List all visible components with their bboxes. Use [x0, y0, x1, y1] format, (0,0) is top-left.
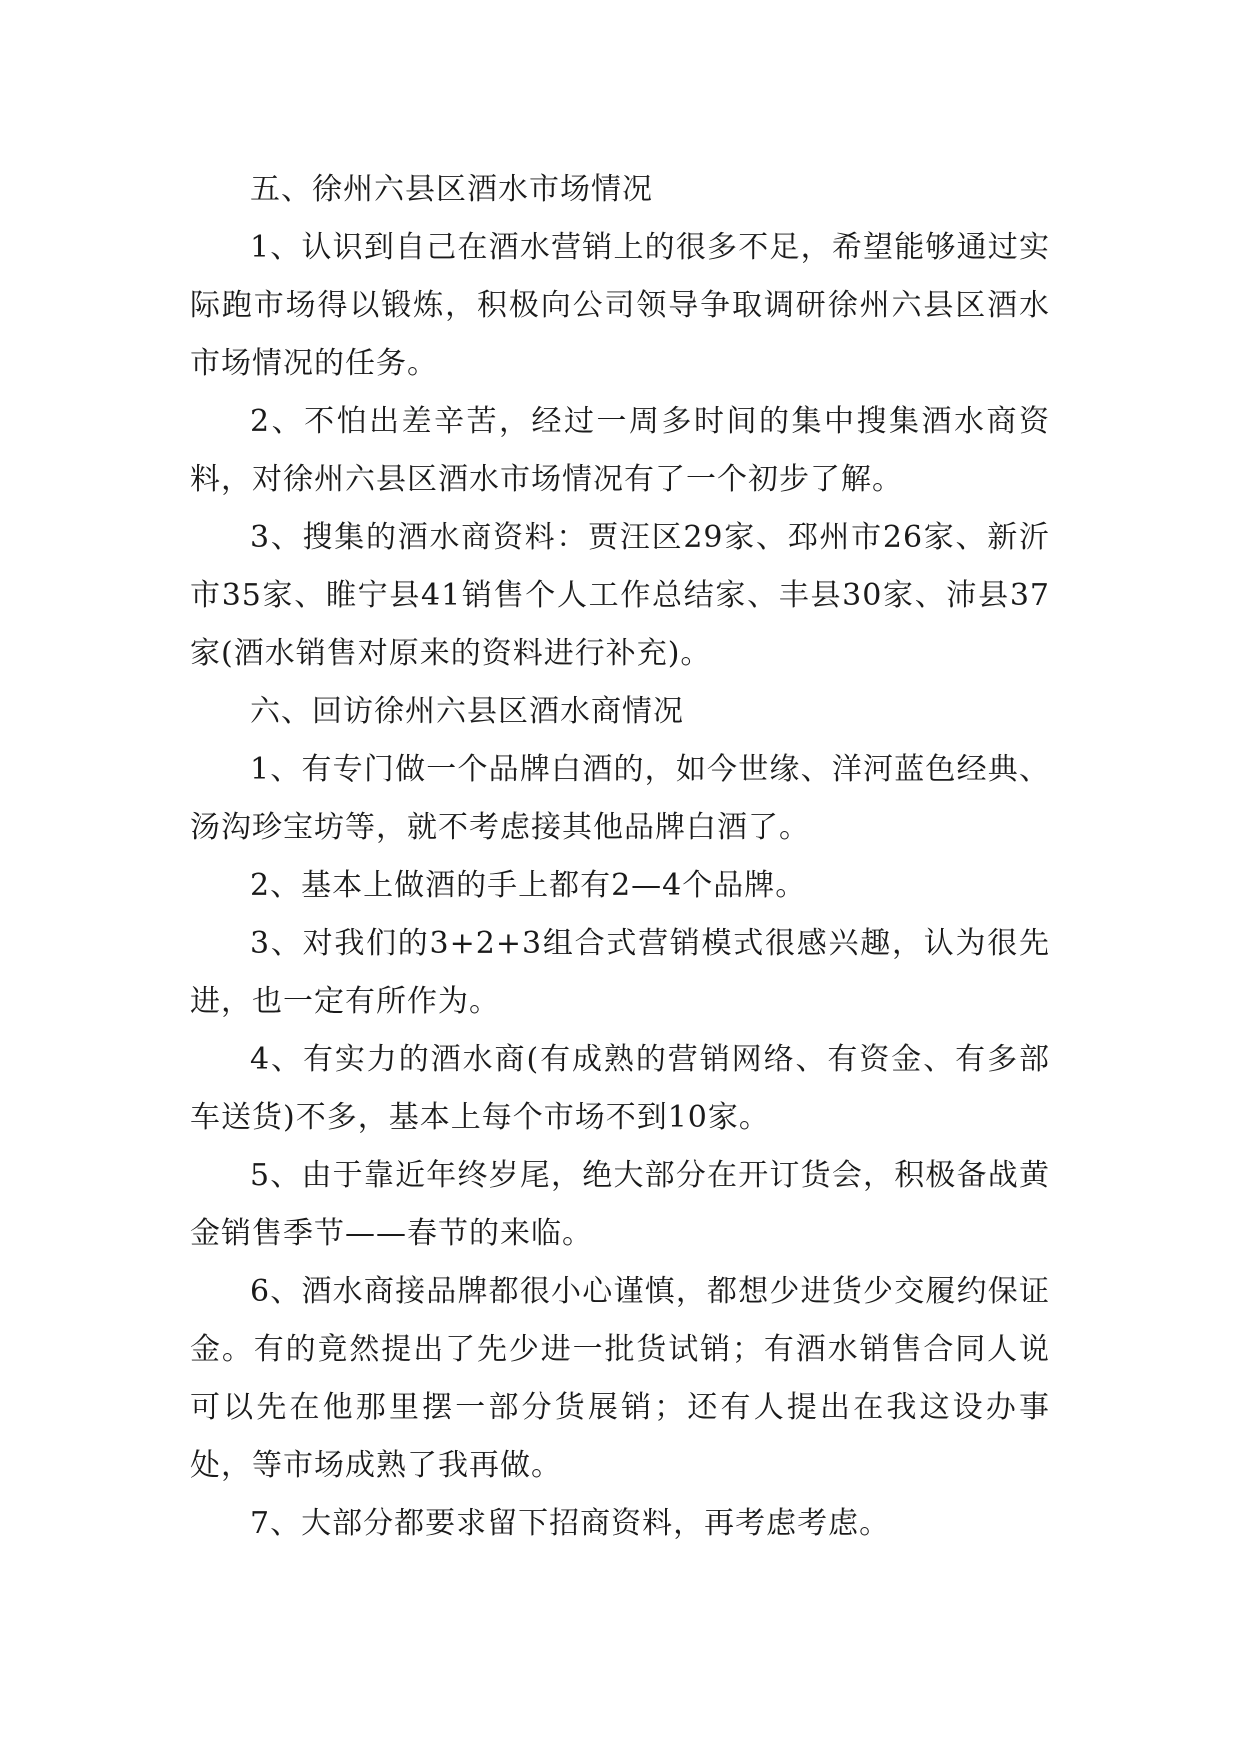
paragraph: 5、由于靠近年终岁尾，绝大部分在开订货会，积极备战黄金销售季节——春节的来临。: [190, 1158, 1050, 1251]
paragraph: 1、认识到自己在酒水营销上的很多不足，希望能够通过实际跑市场得以锻炼，积极向公司领导争取调研徐州六县区酒水市场情况的任务。: [190, 230, 1050, 381]
paragraph: 2、基本上做酒的手上都有2—4个品牌。: [250, 868, 807, 903]
section-heading-5: 五、徐州六县区酒水市场情况: [250, 172, 653, 207]
paragraph: 2、不怕出差辛苦，经过一周多时间的集中搜集酒水商资料，对徐州六县区酒水市场情况有了一个初步了解。: [190, 404, 1050, 497]
paragraph: 7、大部分都要求留下招商资料，再考虑考虑。: [250, 1506, 891, 1541]
document-body: [190, 161, 1050, 1553]
paragraph: 6、酒水商接品牌都很小心谨慎，都想少进货少交履约保证金。有的竟然提出了先少进一批货试销；有酒水销售合同人说可以先在他那里摆一部分货展销；还有人提出在我这设办事处，等市场成熟了我再做。: [190, 1274, 1050, 1483]
paragraph: 3、对我们的3+2+3组合式营销模式很感兴趣，认为很先进，也一定有所作为。: [190, 926, 1050, 1019]
paragraph: 4、有实力的酒水商(有成熟的营销网络、有资金、有多部车送货)不多，基本上每个市场不到10家。: [190, 1042, 1050, 1135]
paragraph: 3、搜集的酒水商资料：贾汪区29家、邳州市26家、新沂市35家、睢宁县41销售个人工作总结家、丰县30家、沛县37家(酒水销售对原来的资料进行补充)。: [190, 520, 1050, 671]
section-heading-6: 六、回访徐州六县区酒水商情况: [250, 694, 684, 729]
paragraph: 1、有专门做一个品牌白酒的，如今世缘、洋河蓝色经典、汤沟珍宝坊等，就不考虑接其他品牌白酒了。: [190, 752, 1050, 845]
